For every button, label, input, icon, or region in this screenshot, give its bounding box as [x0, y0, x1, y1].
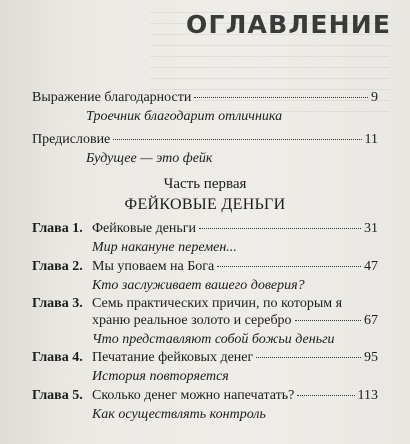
toc-chapter-1[interactable] [32, 221, 378, 256]
dot-leader [194, 97, 368, 98]
chapter-label: Глава 4. [32, 350, 83, 365]
chapter-subtitle: Как осуществлять контроль [92, 407, 266, 422]
page-number: 113 [357, 388, 378, 403]
chapter-label: Глава 5. [32, 388, 83, 403]
chapter-subtitle: Что представляют собой божьи деньги [92, 332, 335, 347]
toc-chapter-2[interactable] [32, 259, 378, 294]
entry-title: Предисловие [32, 132, 111, 147]
page-number: 47 [364, 259, 378, 274]
chapter-subtitle: Кто заслуживает вашего доверия? [92, 278, 305, 293]
dot-leader [217, 266, 361, 267]
chapter-subtitle: Мир накануне перемен... [92, 240, 237, 255]
chapter-title: Мы уповаем на Бога [92, 259, 215, 274]
toc-entry-preface[interactable] [32, 132, 378, 167]
page-number: 9 [371, 90, 378, 105]
dot-leader [199, 228, 361, 229]
entry-subtitle: Троечник благодарит отличника [86, 109, 283, 124]
part-title: ФЕЙКОВЫЕ ДЕНЬГИ [124, 196, 286, 213]
chapter-subtitle: История повторяется [92, 369, 229, 384]
entry-subtitle: Будущее — это фейк [86, 151, 213, 166]
page-number: 11 [364, 132, 378, 147]
dot-leader [295, 320, 361, 321]
page-title: ОГЛАВЛЕНИЕ [186, 10, 392, 39]
chapter-label: Глава 3. [32, 296, 83, 311]
chapter-title: Печатание фейковых денег [92, 350, 254, 365]
entry-title: Выражение благодарности [32, 90, 192, 105]
page-number: 95 [364, 350, 378, 365]
dot-leader [256, 357, 361, 358]
chapter-title-line-1: Семь практических причин, по которым я [92, 296, 343, 311]
chapter-title: Фейковые деньги [92, 221, 197, 236]
page-number: 31 [364, 221, 378, 236]
chapter-title-line-2: храню реальное золото и серебро [92, 313, 292, 328]
toc-chapter-4[interactable] [32, 350, 378, 385]
toc-chapter-3[interactable] [32, 296, 378, 348]
dot-leader [297, 395, 354, 396]
dot-leader [113, 139, 361, 140]
part-label: Часть первая [163, 176, 247, 192]
chapter-title: Сколько денег можно напечатать? [92, 388, 295, 403]
toc-entry-acknowledgments[interactable] [32, 90, 378, 125]
chapter-label: Глава 2. [32, 259, 83, 274]
chapter-label: Глава 1. [32, 221, 83, 236]
toc-chapter-5[interactable] [32, 388, 378, 423]
page-number: 67 [364, 313, 378, 328]
